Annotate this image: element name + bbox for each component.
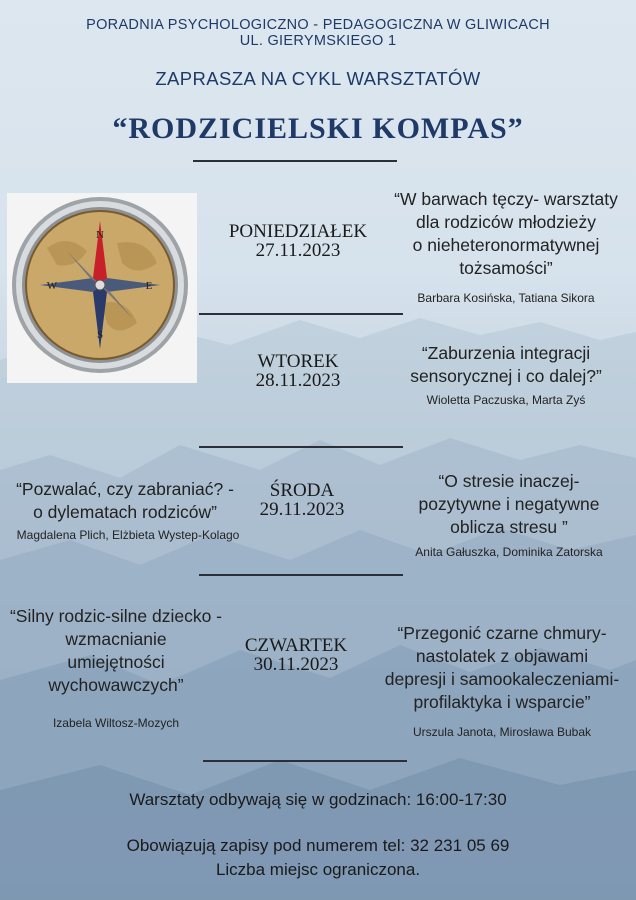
day-name: CZWARTEK: [244, 635, 348, 656]
compass-icon: [7, 193, 197, 383]
svg-text:W: W: [46, 280, 58, 292]
divider: [193, 160, 397, 162]
workshop-title-line: nastolatek z objawami: [415, 646, 589, 666]
workshop-tuesday: [380, 342, 632, 388]
workshop-monday: [378, 188, 634, 280]
event-title: “RODZICIELSKI KOMPAS”: [112, 112, 524, 145]
workshop-title-line: “Zaburzenia integracji: [421, 343, 591, 363]
limited-seats-info: Liczba miejsc ograniczona.: [215, 860, 421, 879]
day-date: 27.11.2023: [255, 240, 341, 261]
divider: [199, 446, 403, 448]
workshop-title-line: “O stresie inaczej-: [438, 471, 580, 491]
workshop-title-line: dla rodziców młodzieży: [416, 212, 596, 232]
invitation-text: ZAPRASZA NA CYKL WARSZTATÓW: [155, 68, 481, 89]
svg-text:N: N: [96, 229, 104, 241]
workshop-wednesday-right: [384, 470, 634, 539]
day-tuesday: [210, 352, 386, 390]
workshop-authors: Magdalena Plich, Elżbieta Wystep-Kolago: [16, 528, 240, 542]
divider: [199, 574, 403, 576]
workshop-title-line: sensorycznej i co dalej?”: [410, 366, 602, 386]
day-date: 30.11.2023: [253, 654, 339, 675]
workshop-title-line: oblicza stresu ”: [450, 517, 568, 537]
workshop-title-line: o nieheteronormatywnej: [412, 235, 600, 255]
workshop-title-line: wychowawczych”: [48, 675, 184, 695]
divider: [203, 760, 407, 762]
workshop-title-line: depresji i samookaleczeniami-: [384, 669, 620, 689]
workshop-title-line: “Przegonić czarne chmury-: [397, 623, 607, 643]
day-wednesday: [240, 481, 364, 519]
workshop-thursday-left: [0, 605, 232, 697]
institution-address: UL. GIERYMSKIEGO 1: [239, 33, 397, 49]
institution-name: PORADNIA PSYCHOLOGICZNO - PEDAGOGICZNA W GLIWICACH: [86, 17, 550, 33]
svg-text:E: E: [145, 280, 153, 292]
workshop-title-line: “Pozwalać, czy zabraniać? -: [16, 479, 234, 499]
workshop-title-line: “W barwach tęczy- warsztaty: [394, 189, 618, 209]
divider: [199, 313, 403, 315]
workshop-title-line: wzmacnianie: [65, 629, 167, 649]
workshop-authors: Izabela Wiltosz-Mozych: [52, 716, 180, 730]
day-name: ŚRODA: [269, 480, 335, 501]
compass-image: [7, 193, 197, 383]
workshop-authors: Barbara Kosińska, Tatiana Sikora: [417, 291, 595, 305]
workshop-authors: Anita Gałuszka, Dominika Zatorska: [415, 545, 603, 559]
workshop-thursday-right: [370, 622, 634, 714]
signup-info: Obowiązują zapisy pod numerem tel: 32 231 05 69: [126, 836, 510, 855]
hours-info: Warsztaty odbywają się w godzinach: 16:00-17:30: [129, 790, 507, 809]
workshop-title-line: o dylematach rodziców”: [33, 502, 217, 522]
day-date: 29.11.2023: [259, 499, 345, 520]
workshop-title-line: tożsamości”: [459, 258, 553, 278]
svg-text:S: S: [96, 329, 104, 341]
workshop-title-line: umiejętności: [67, 652, 165, 672]
day-date: 28.11.2023: [255, 370, 341, 391]
day-name: PONIEDZIAŁEK: [228, 221, 368, 242]
workshop-authors: Urszula Janota, Mirosława Bubak: [412, 725, 592, 739]
workshop-title-line: “Silny rodzic-silne dziecko -: [9, 606, 222, 626]
workshop-title-line: profilaktyka i wsparcie”: [413, 692, 591, 712]
day-name: WTOREK: [257, 351, 339, 372]
day-thursday: [226, 636, 366, 674]
workshop-title-line: pozytywne i negatywne: [418, 494, 600, 514]
workshop-wednesday-left: [0, 478, 250, 524]
day-monday: [210, 222, 386, 260]
workshop-authors: Wioletta Paczuska, Marta Zyś: [426, 393, 586, 407]
